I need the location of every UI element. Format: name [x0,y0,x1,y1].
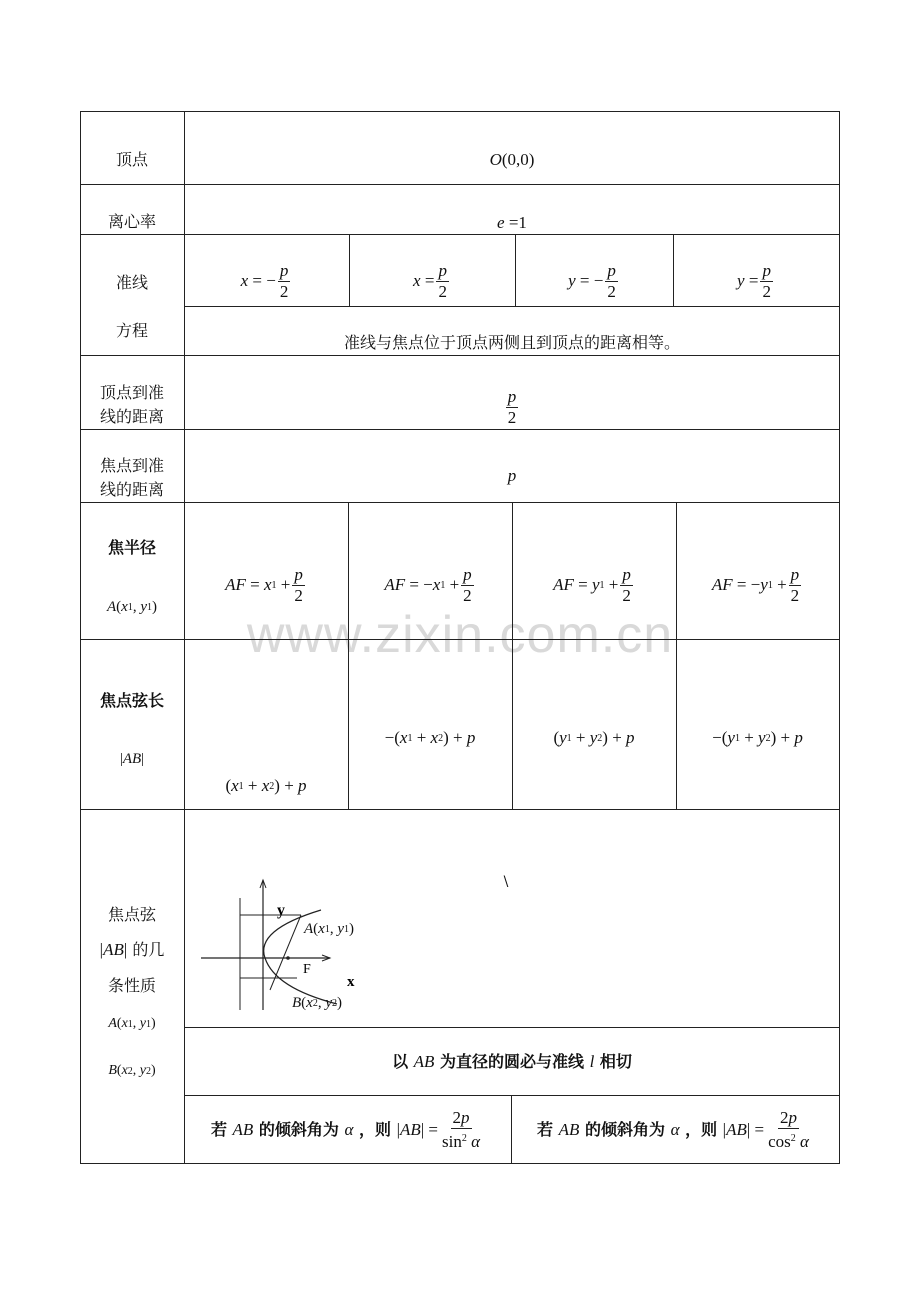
focal-radius-label: 焦半径 [107,538,156,557]
eccentricity-label: 离心率 [107,212,156,231]
row-divider [184,1027,840,1028]
graph-point-a-label: A ( x 1 , y 1 ) [304,920,355,937]
table-border-bottom [80,1163,840,1164]
incline-cos-formula: 若 AB 的倾斜角为 α ，则 |AB| = $\frac{2p}{\cos^2 \alpha}$ [537,1108,809,1151]
directrix-eq-2: x = $\frac{p}{2}$ [413,260,447,301]
row-divider [80,184,840,185]
eccentricity-value: e =1 [497,213,527,232]
vertex-value: O (0,0) [489,150,535,169]
focal-radius-point-a: A ( x 1 , y 1 ) [106,598,157,615]
directrix-note: 准线与焦点位于顶点两侧且到顶点的距离相等。 [343,333,680,352]
chord-properties-point-a: A ( x 1 , y 1 ) [108,1016,156,1031]
vertex-to-directrix-label-line2: 线的距离 [99,407,164,426]
column-divider [512,502,513,809]
vertex-to-directrix-label-line1: 顶点到准 [99,383,164,402]
row-divider [80,809,840,810]
focus-point [286,956,290,960]
focal-chord-1: ( x 1 + x 2 ) + p [225,776,307,795]
vertex-to-directrix-value: $\frac{p}{2}$ [507,386,517,427]
focal-chord-ab: | AB | [119,750,145,767]
x-axis-label: x [347,974,355,990]
directrix-eq-4: y = $\frac{p}{2}$ [737,260,771,301]
focal-chord-3: ( y 1 + y 2 ) + p [553,728,635,747]
focal-radius-4: AF = − y 1 + $\frac{p}{2}$ [711,564,800,605]
column-divider [348,502,349,809]
focal-chord-label: 焦点弦长 [99,691,164,710]
focal-radius-3: AF = y 1 + $\frac{p}{2}$ [553,564,631,605]
chord-properties-label-line1: 焦点弦 [107,905,156,924]
row-divider [184,1095,840,1096]
focal-chord-line [270,915,301,990]
directrix-eq-1: x = − $\frac{p}{2}$ [240,260,289,301]
column-divider [676,502,677,809]
vertex-label: 顶点 [115,150,148,169]
chord-properties-point-b: B ( x 2 , y 2 ) [108,1063,156,1078]
table-border-top [80,111,840,112]
row-divider [80,639,840,640]
focus-to-directrix-label-line2: 线的距离 [99,480,164,499]
focus-label: F [303,962,311,977]
graph-point-b-label: B ( x 2 , y 2 ) [292,994,343,1011]
focus-to-directrix-value: p [507,466,517,485]
watermark: www.zixin.com.cn [246,606,674,664]
directrix-label-line2: 方程 [115,321,148,340]
focal-radius-2: AF = − x 1 + $\frac{p}{2}$ [384,564,472,605]
table-border-left [80,111,81,1163]
directrix-label-line1: 准线 [115,273,148,292]
incline-sin-formula: 若 AB 的倾斜角为 α ，则 |AB| = $\frac{2p}{\sin^2 \alpha}$ [210,1108,481,1151]
focal-chord-4: −( y 1 + y 2 ) + p [712,728,803,747]
chord-properties-label-line2: |AB| 的几 [99,940,165,959]
y-axis-label: y [277,902,285,919]
focus-to-directrix-label-line1: 焦点到准 [99,456,164,475]
chord-properties-label-line3: 条性质 [107,976,156,995]
focal-radius-1: AF = x 1 + $\frac{p}{2}$ [225,564,303,605]
circle-tangent-property: 以 AB 为直径的圆必与准线 l 相切 [392,1052,632,1071]
table-border-right [839,111,840,1163]
row-divider [80,502,840,503]
focal-chord-2: −( x 1 + x 2 ) + p [384,728,476,747]
row-divider [184,306,840,307]
directrix-eq-3: y = − $\frac{p}{2}$ [568,260,616,301]
stray-backslash: \ [503,874,509,890]
